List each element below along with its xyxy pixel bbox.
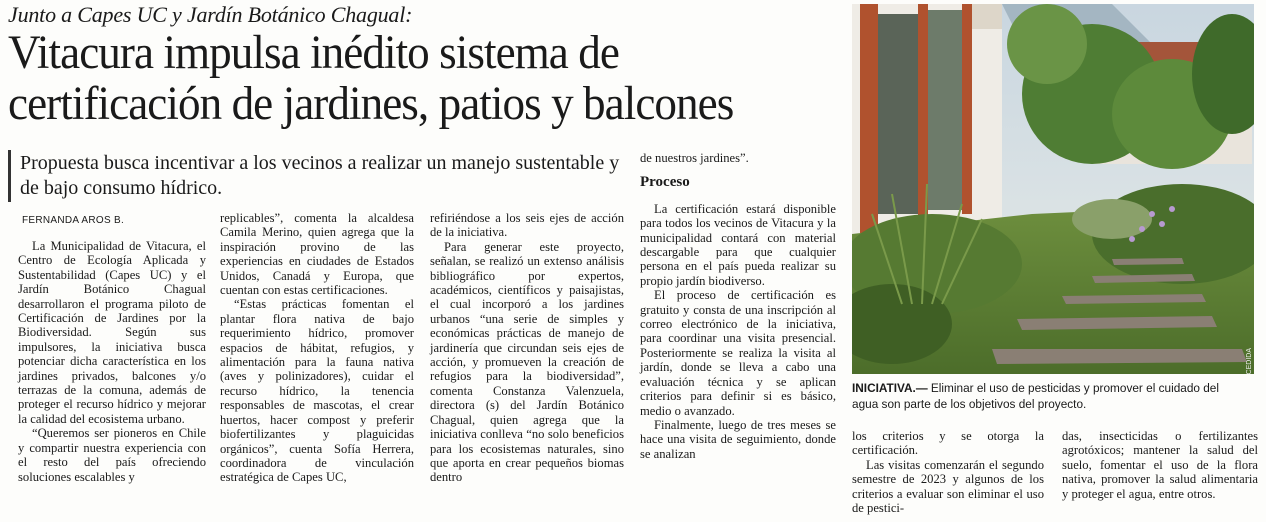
article-headline: Vitacura impulsa inédito sistema de certificación de jardines, patios y balcones xyxy=(8,26,734,130)
paragraph: Las visitas comenzarán el segundo semestre de 2023 y algunos de los criterios a evaluar son eliminar el uso de pestici- xyxy=(852,457,1044,516)
section-subhead: Proceso xyxy=(640,174,690,191)
caption-label: INICIATIVA.— xyxy=(852,381,928,395)
paragraph: La Municipalidad de Vitacura, el Centro de Ecología Aplicada y Sustentabilidad (Capes UC) y el Jardín Botánico Chagual desarrollaron el programa piloto de Certificación de Jardines por la Biodiversidad. Según sus impulsores, la iniciativa busca potenciar dicha característica en los jardines privados, balcones y/o terrazas de la comuna, además de proteger el recurso hídrico y mejorar la calidad del ecosistema urbano. xyxy=(18,239,206,426)
article-byline: FERNANDA AROS B. xyxy=(22,215,125,226)
paragraph: El proceso de certificación es gratuito y consta de una inscripción al correo electrónico de la iniciativa, para coordinar una visita presencial. Posteriormente se realiza la visita al jardín, donde se lleva a cabo una evaluación técnica y se aplican criterios para definir si es básico, medio o avanzado. xyxy=(640,288,836,418)
photo-caption xyxy=(852,380,1238,412)
text-column-6 xyxy=(1062,429,1258,501)
paragraph: “Estas prácticas fomentan el plantar flora nativa de bajo requerimiento hídrico, promover espacios de hábitat, refugios, y alimentación para la fauna nativa (aves y polinizadores), cuidar el recurso hídrico, la tenencia responsables de mascotas, el crear huertos, hacer compost y preferir biofertilizantes y plaguicidas orgánicos”, cuenta Sofía Herrera, coordinadora de vinculación estratégica de Capes UC, xyxy=(220,297,414,485)
article-deck: Propuesta busca incentivar a los vecinos a realizar un manejo sustentable y de bajo consumo hídrico. xyxy=(20,152,620,199)
paragraph: Para generar este proyecto, señalan, se realizó un extenso análisis bibliográfico por expertos, académicos, científicos y paisajistas, el cual incorporó a los jardines urbanos “una serie de simples y económicas prácticas de manejo de jardinería que circundan seis ejes de acción, y promueven la creación de refugios para la biodiversidad”, comenta Constanza Valenzuela, directora (s) del Jardín Botánico Chagual, quien agrega que la iniciativa conlleva “no solo beneficios para los ecosistemas naturales, sino que aporta en crear pequeños biomas dentro xyxy=(430,239,624,485)
text-column-2 xyxy=(220,211,414,485)
paragraph: refiriéndose a los seis ejes de acción de la iniciativa. xyxy=(430,211,624,240)
article-kicker: Junto a Capes UC y Jardín Botánico Chagual: xyxy=(8,2,413,27)
paragraph: Finalmente, luego de tres meses se hace una visita de seguimiento, donde se analizan xyxy=(640,417,836,461)
paragraph: La certificación estará disponible para todos los vecinos de Vitacura y la municipalidad contará con material descargable para que cualquier persona en el país pueda realizar su propio jardín biodiverso. xyxy=(640,201,836,288)
paragraph: “Queremos ser pioneros en Chile y compartir nuestra experiencia con el resto del país ofreciendo soluciones escalables y xyxy=(18,426,206,484)
paragraph: de nuestros jardines”. xyxy=(640,151,749,165)
caption-text: Eliminar el uso de pesticidas y promover el cuidado del agua son parte de los objetivos del proyecto. xyxy=(852,381,1219,411)
text-column-3 xyxy=(430,211,624,485)
text-column-4 xyxy=(640,151,836,461)
text-column-5 xyxy=(852,429,1044,515)
photo-credit: CEDIDA xyxy=(1246,348,1253,375)
deck-divider xyxy=(8,150,11,202)
text-column-1 xyxy=(18,239,206,484)
paragraph: los criterios y se otorga la certificación. xyxy=(852,429,1044,458)
paragraph: replicables”, comenta la alcaldesa Camila Merino, quien agrega que la inspiración provino de las experiencias en ciudades de Estados Unidos, Canadá y Europa, que cuentan con estas certificaciones. xyxy=(220,211,414,298)
paragraph: das, insecticidas o fertilizantes agrotóxicos; mantener la salud del suelo, fomentar el uso de la flora nativa, promover la salud alimentaria y proteger el agua, entre otros. xyxy=(1062,429,1258,501)
garden-photo xyxy=(852,4,1254,374)
garden-photo-illustration xyxy=(852,4,1254,374)
